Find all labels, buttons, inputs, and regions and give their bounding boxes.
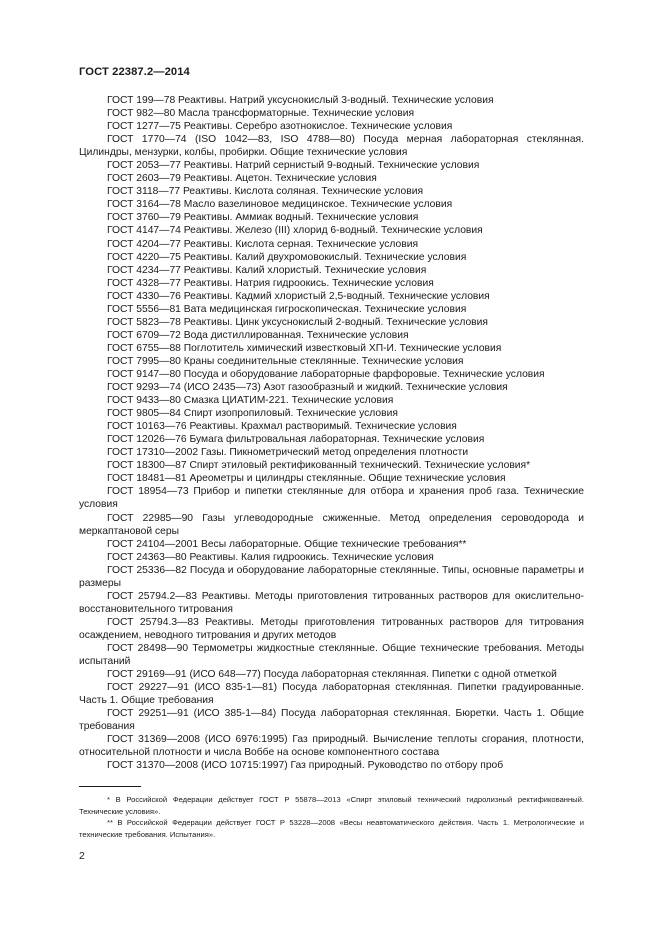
reference-item: ГОСТ 24363—80 Реактивы. Калия гидроокись. Технические условия: [107, 551, 434, 563]
reference-item: ГОСТ 25336—82 Посуда и оборудование лабораторные стеклянные. Типы, основные параметры и размеры: [79, 564, 584, 589]
reference-item: ГОСТ 982—80 Масла трансформаторные. Технические условия: [107, 108, 415, 120]
reference-item: ГОСТ 4204—77 Реактивы. Кислота серная. Технические условия: [107, 238, 419, 250]
reference-item: ГОСТ 6709—72 Вода дистиллированная. Технические условия: [107, 329, 409, 341]
reference-item: ГОСТ 24104—2001 Весы лабораторные. Общие технические требования**: [107, 538, 467, 550]
reference-item: ГОСТ 7995—80 Краны соединительные стеклянные. Технические условия: [107, 355, 464, 367]
reference-item: ГОСТ 25794.3—83 Реактивы. Методы приготовления титрованных растворов для титрования осаждением, неводного титрования и других методов: [79, 616, 584, 641]
reference-item: ГОСТ 9433—80 Смазка ЦИАТИМ-221. Технические условия: [107, 395, 394, 407]
reference-item: ГОСТ 9147—80 Посуда и оборудование лабораторные фарфоровые. Технические условия: [107, 368, 545, 380]
footnotes: [79, 794, 584, 840]
reference-item: ГОСТ 4328—77 Реактивы. Натрия гидроокись. Технические условия: [107, 277, 434, 289]
footnote-separator: [79, 786, 141, 787]
reference-item: ГОСТ 18481—81 Ареометры и цилиндры стеклянные. Общие технические условия: [107, 473, 506, 485]
references-list: [79, 94, 584, 772]
reference-item: ГОСТ 3118—77 Реактивы. Кислота соляная. Технические условия: [107, 186, 424, 198]
reference-item: ГОСТ 3760—79 Реактивы. Аммиак водный. Технические условия: [107, 212, 419, 224]
reference-item: ГОСТ 199—78 Реактивы. Натрий уксуснокислый 3-водный. Технические условия: [107, 95, 494, 106]
document-header: ГОСТ 22387.2—2014: [79, 66, 190, 78]
reference-item: ГОСТ 5823—78 Реактивы. Цинк уксуснокислый 2-водный. Технические условия: [107, 316, 488, 328]
reference-item: ГОСТ 2603—79 Реактивы. Ацетон. Технические условия: [107, 173, 377, 185]
reference-item: ГОСТ 1277—75 Реактивы. Серебро азотнокислое. Технические условия: [107, 121, 453, 133]
reference-item: ГОСТ 12026—76 Бумага фильтровальная лабораторная. Технические условия: [107, 434, 485, 446]
page-number: 2: [79, 850, 85, 862]
reference-item: ГОСТ 29251—91 (ИСО 385-1—84) Посуда лабораторная стеклянная. Бюретки. Часть 1. Общие требования: [79, 708, 584, 733]
reference-item: ГОСТ 4234—77 Реактивы. Калий хлористый. Технические условия: [107, 264, 427, 276]
reference-item: ГОСТ 10163—76 Реактивы. Крахмал растворимый. Технические условия: [107, 421, 457, 433]
reference-item: ГОСТ 29169—91 (ИСО 648—77) Посуда лабораторная стеклянная. Пипетки с одной отметкой: [107, 669, 557, 681]
reference-item: ГОСТ 9805—84 Спирт изопропиловый. Технические условия: [107, 408, 398, 420]
reference-item: ГОСТ 4220—75 Реактивы. Калий двухромовокислый. Технические условия: [107, 251, 467, 263]
reference-item: ГОСТ 5556—81 Вата медицинская гигроскопическая. Технические условия: [107, 303, 467, 315]
footnote-item: ** В Российской Федерации действует ГОСТ Р 53228—2008 «Весы неавтоматического действия. Часть 1. Метрологические и технические требования. Испытания».: [79, 818, 584, 839]
reference-item: ГОСТ 29227—91 (ИСО 835-1—81) Посуда лабораторная стеклянная. Пипетки градуированные. Часть 1. Общие требования: [79, 682, 584, 707]
reference-item: ГОСТ 6755—88 Поглотитель химический известковый ХП-И. Технические условия: [107, 342, 502, 354]
reference-item: ГОСТ 31369—2008 (ИСО 6976:1995) Газ природный. Вычисление теплоты сгорания, плотности, относительной плотности и числа Воббе на основе компонентного состава: [79, 734, 584, 759]
reference-item: ГОСТ 22985—90 Газы углеводородные сжиженные. Метод определения сероводорода и меркаптановой серы: [79, 512, 584, 537]
reference-item: ГОСТ 18954—73 Прибор и пипетки стеклянные для отбора и хранения проб газа. Технические условия: [79, 486, 584, 511]
reference-item: ГОСТ 25794.2—83 Реактивы. Методы приготовления титрованных растворов для окислительно-восстановительного титрования: [79, 590, 584, 615]
reference-item: ГОСТ 28498—90 Термометры жидкостные стеклянные. Общие технические требования. Методы испытаний: [79, 642, 584, 668]
reference-item: ГОСТ 4330—76 Реактивы. Кадмий хлористый 2,5-водный. Технические условия: [107, 290, 490, 302]
reference-item: ГОСТ 17310—2002 Газы. Пикнометрический метод определения плотности: [107, 447, 469, 459]
reference-item: ГОСТ 9293—74 (ИСО 2435—73) Азот газообразный и жидкий. Технические условия: [107, 382, 508, 394]
reference-item: ГОСТ 1770—74 (ISO 1042—83, ISO 4788—80) Посуда мерная лабораторная стеклянная. Цилиндры, мензурки, колбы, пробирки. Общие технические условия: [79, 134, 584, 159]
footnote-item: * В Российской Федерации действует ГОСТ Р 55878—2013 «Спирт этиловый технический гидролизный ректификованный. Технические условия».: [79, 795, 584, 816]
reference-item: ГОСТ 2053—77 Реактивы. Натрий сернистый 9-водный. Технические условия: [107, 160, 480, 172]
reference-item: ГОСТ 4147—74 Реактивы. Железо (III) хлорид 6-водный. Технические условия: [107, 225, 483, 237]
reference-item: ГОСТ 3164—78 Масло вазелиновое медицинское. Технические условия: [107, 199, 453, 211]
reference-item: ГОСТ 18300—87 Спирт этиловый ректификованный технический. Технические условия*: [107, 460, 531, 472]
reference-item: ГОСТ 31370—2008 (ИСО 10715:1997) Газ природный. Руководство по отбору проб: [107, 760, 504, 772]
